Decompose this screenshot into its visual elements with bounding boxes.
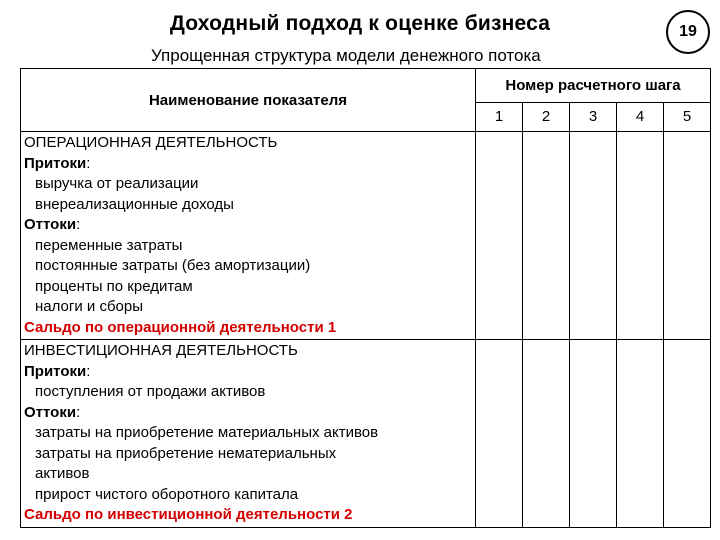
operating-inflow-item: внереализационные доходы (35, 195, 234, 213)
investing-outflow-item: затраты на приобретение нематериальных (35, 444, 337, 462)
operating-step-cell (664, 132, 711, 340)
operating-outflows-label: Оттоки (24, 216, 77, 233)
operating-inflows-label: Притоки (24, 154, 87, 172)
investing-outflow-item: затраты на приобретение материальных активов (35, 424, 379, 441)
page-subtitle: Упрощенная структура модели денежного потока (151, 46, 541, 65)
investing-inflows-row: Притоки: (24, 362, 91, 380)
investing-inflow-item: поступления от продажи активов (35, 383, 266, 400)
operating-outflow-item: налоги и сборы (35, 298, 144, 315)
step-number-5: 5 (664, 102, 711, 131)
step-column-header: Номер расчетного шага (476, 69, 711, 103)
operating-step-cell (617, 132, 664, 340)
operating-outflow-item: проценты по кредитам (35, 277, 193, 295)
investing-step-cell (664, 340, 711, 528)
operating-outflow-item: постоянные затраты (без амортизации) (35, 257, 311, 274)
operating-step-cell (476, 132, 523, 340)
investing-heading: ИНВЕСТИЦИОННАЯ ДЕЯТЕЛЬНОСТЬ (24, 342, 298, 359)
step-number-4: 4 (617, 102, 664, 131)
investing-outflow-item: активов (35, 465, 90, 482)
operating-heading: ОПЕРАЦИОННАЯ ДЕЯТЕЛЬНОСТЬ (24, 134, 278, 151)
investing-outflows-label: Оттоки (24, 403, 77, 421)
step-number-1: 1 (476, 102, 523, 131)
operating-balance: Сальдо по операционной деятельности 1 (24, 318, 337, 336)
operating-inflow-item: выручка от реализации (35, 175, 199, 192)
step-number-2: 2 (523, 102, 570, 131)
operating-outflow-item: переменные затраты (35, 236, 183, 254)
investing-step-cell (617, 340, 664, 528)
investing-step-cell (570, 340, 617, 528)
operating-inflows-row: Притоки: (24, 154, 91, 172)
investing-step-cell (523, 340, 570, 528)
cash-flow-table (20, 68, 711, 528)
investing-outflow-item: прирост чистого оборотного капитала (35, 485, 299, 503)
slide-number-badge: 19 (666, 10, 710, 54)
operating-outflows-row: Оттоки: (24, 216, 81, 233)
page-title: Доходный подход к оценке бизнеса (169, 12, 551, 35)
operating-step-cell (570, 132, 617, 340)
investing-inflows-label: Притоки (24, 362, 87, 380)
investing-section (21, 340, 476, 528)
investing-outflows-row: Оттоки: (24, 403, 81, 421)
investing-step-cell (476, 340, 523, 528)
step-number-3: 3 (570, 102, 617, 131)
investing-balance: Сальдо по инвестиционной деятельности 2 (24, 506, 353, 523)
operating-section (21, 132, 476, 340)
name-column-header: Наименование показателя (21, 69, 476, 132)
operating-step-cell (523, 132, 570, 340)
